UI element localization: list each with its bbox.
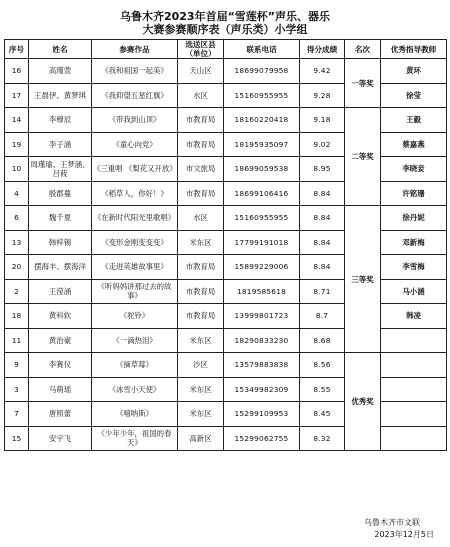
cell-work: 《走进英雄故事里》 xyxy=(92,255,178,280)
col-header-rank: 名次 xyxy=(345,40,381,59)
award-rank-cell: 二等奖 xyxy=(345,108,381,206)
cell-unit: 市教育局 xyxy=(178,181,224,206)
cell-teacher: 李雪梅 xyxy=(381,255,447,280)
cell-name: 李穆辰 xyxy=(29,108,92,133)
cell-work: 《驼铃》 xyxy=(92,304,178,329)
cell-work: 《摘草莓》 xyxy=(92,353,178,378)
table-row xyxy=(5,304,447,329)
table-body xyxy=(5,59,447,451)
cell-score: 8.7 xyxy=(300,304,345,329)
cell-unit: 市教育局 xyxy=(178,132,224,157)
cell-work: 《在新时代阳光里歌唱》 xyxy=(92,206,178,231)
cell-unit: 天山区 xyxy=(178,59,224,84)
cell-teacher xyxy=(381,328,447,353)
cell-unit: 市教育局 xyxy=(178,304,224,329)
cell-score: 8.55 xyxy=(300,377,345,402)
footer-org: 乌鲁木齐市文联 xyxy=(364,518,420,527)
table-row xyxy=(5,108,447,133)
table-row xyxy=(5,426,447,451)
cell-name: 黄科软 xyxy=(29,304,92,329)
cell-teacher: 许铭珊 xyxy=(381,181,447,206)
table-row xyxy=(5,230,447,255)
cell-no: 2 xyxy=(5,279,29,304)
cell-teacher: 邓新梅 xyxy=(381,230,447,255)
cell-teacher xyxy=(381,426,447,451)
cell-name: 安宇飞 xyxy=(29,426,92,451)
table-row xyxy=(5,255,447,280)
cell-no: 18 xyxy=(5,304,29,329)
cell-teacher: 徐莹 xyxy=(381,83,447,108)
cell-phone: 18290833230 xyxy=(224,328,300,353)
cell-score: 8.84 xyxy=(300,181,345,206)
cell-no: 7 xyxy=(5,402,29,427)
cell-teacher: 徐丹妮 xyxy=(381,206,447,231)
cell-phone: 18195935097 xyxy=(224,132,300,157)
award-rank-cell: 一等奖 xyxy=(345,59,381,108)
cell-teacher: 韩凌 xyxy=(381,304,447,329)
results-table xyxy=(4,39,447,451)
cell-name: 高瑾萱 xyxy=(29,59,92,84)
table-row xyxy=(5,402,447,427)
cell-phone: 13579883838 xyxy=(224,353,300,378)
cell-no: 20 xyxy=(5,255,29,280)
cell-phone: 15160955955 xyxy=(224,83,300,108)
cell-name: 殷郡蔓 xyxy=(29,181,92,206)
cell-phone: 15299062755 xyxy=(224,426,300,451)
cell-phone: 18699106416 xyxy=(224,181,300,206)
cell-phone: 15160955955 xyxy=(224,206,300,231)
cell-teacher: 李晓妾 xyxy=(381,157,447,182)
cell-score: 8.56 xyxy=(300,353,345,378)
cell-name: 魏千夏 xyxy=(29,206,92,231)
cell-teacher xyxy=(381,377,447,402)
cell-no: 15 xyxy=(5,426,29,451)
cell-score: 8.84 xyxy=(300,230,345,255)
cell-work: 《少年少年，祖国的春天》 xyxy=(92,426,178,451)
cell-score: 8.32 xyxy=(300,426,345,451)
cell-score: 8.45 xyxy=(300,402,345,427)
cell-unit: 米东区 xyxy=(178,402,224,427)
footer-date: 2023年12月5日 xyxy=(374,530,434,539)
award-rank-cell: 三等奖 xyxy=(345,206,381,353)
cell-name: 李子涵 xyxy=(29,132,92,157)
cell-unit: 水区 xyxy=(178,206,224,231)
cell-teacher: 王毅 xyxy=(381,108,447,133)
cell-work: 《一滴热泪》 xyxy=(92,328,178,353)
document-title-line2: 大赛参赛顺序表（声乐类）小学组 xyxy=(142,23,308,36)
cell-score: 8.68 xyxy=(300,328,345,353)
table-row xyxy=(5,377,447,402)
cell-no: 19 xyxy=(5,132,29,157)
cell-work: 《听妈妈讲那过去的故事》 xyxy=(92,279,178,304)
table-row xyxy=(5,353,447,378)
cell-name: 王滢涵 xyxy=(29,279,92,304)
cell-teacher: 蔡嘉燕 xyxy=(381,132,447,157)
cell-teacher: 马小涵 xyxy=(381,279,447,304)
table-row xyxy=(5,157,447,182)
cell-phone: 1819585618 xyxy=(224,279,300,304)
table-row xyxy=(5,132,447,157)
cell-no: 4 xyxy=(5,181,29,206)
cell-teacher xyxy=(381,402,447,427)
cell-name: 韩梓锡 xyxy=(29,230,92,255)
cell-work: 《变形金刚变变变》 xyxy=(92,230,178,255)
cell-phone: 18699079958 xyxy=(224,59,300,84)
cell-name: 唐照蕾 xyxy=(29,402,92,427)
col-header-teacher: 优秀指导教师 xyxy=(381,40,447,59)
cell-phone: 15899229006 xyxy=(224,255,300,280)
cell-score: 8.84 xyxy=(300,206,345,231)
cell-no: 6 xyxy=(5,206,29,231)
table-row xyxy=(5,181,447,206)
cell-work: 《童心向党》 xyxy=(92,132,178,157)
cell-teacher xyxy=(381,353,447,378)
cell-name: 周瑾瑜、王梦涵、吕莜 xyxy=(29,157,92,182)
cell-score: 9.02 xyxy=(300,132,345,157)
cell-phone: 18699059538 xyxy=(224,157,300,182)
cell-phone: 17799191018 xyxy=(224,230,300,255)
cell-unit: 沙区 xyxy=(178,353,224,378)
cell-unit: 水区 xyxy=(178,83,224,108)
cell-no: 13 xyxy=(5,230,29,255)
cell-unit: 米东区 xyxy=(178,328,224,353)
cell-name: 马萌瑶 xyxy=(29,377,92,402)
table-row xyxy=(5,83,447,108)
document-title-line1: 乌鲁木齐2023年首届“雪莲杯”声乐、器乐 xyxy=(119,10,331,23)
award-rank-cell: 优秀奖 xyxy=(345,353,381,451)
cell-work: 《带我到山顶》 xyxy=(92,108,178,133)
cell-unit: 市教育局 xyxy=(178,108,224,133)
cell-unit: 市教育局 xyxy=(178,279,224,304)
cell-work: 《稻草人，你好！》 xyxy=(92,181,178,206)
cell-no: 14 xyxy=(5,108,29,133)
cell-work: 《冰雪小天使》 xyxy=(92,377,178,402)
cell-no: 11 xyxy=(5,328,29,353)
cell-no: 9 xyxy=(5,353,29,378)
col-header-unit: 选送区县（单位） xyxy=(178,40,224,59)
col-header-work: 参赛作品 xyxy=(92,40,178,59)
table-row xyxy=(5,279,447,304)
cell-unit: 市教育局 xyxy=(178,255,224,280)
cell-work: 《嘻呐斯》 xyxy=(92,402,178,427)
table-row xyxy=(5,59,447,84)
cell-no: 3 xyxy=(5,377,29,402)
col-header-phone: 联系电话 xyxy=(224,40,300,59)
cell-name: 王晨伊、黄梦琪 xyxy=(29,83,92,108)
cell-no: 10 xyxy=(5,157,29,182)
cell-teacher: 黄环 xyxy=(381,59,447,84)
cell-score: 8.84 xyxy=(300,255,345,280)
cell-score: 9.28 xyxy=(300,83,345,108)
cell-score: 8.95 xyxy=(300,157,345,182)
cell-name: 摆海丰、摆海洋 xyxy=(29,255,92,280)
cell-phone: 13999801723 xyxy=(224,304,300,329)
cell-phone: 18160220418 xyxy=(224,108,300,133)
cell-unit: 米东区 xyxy=(178,377,224,402)
cell-score: 9.42 xyxy=(300,59,345,84)
cell-unit: 市文旅局 xyxy=(178,157,224,182)
col-header-no: 序号 xyxy=(5,40,29,59)
cell-name: 黄治豪 xyxy=(29,328,92,353)
cell-work: 《三重唱 《梨花又开放》 xyxy=(92,157,178,182)
table-row xyxy=(5,328,447,353)
cell-score: 8.71 xyxy=(300,279,345,304)
table-row xyxy=(5,206,447,231)
table-header-row xyxy=(5,40,447,59)
cell-phone: 15299109953 xyxy=(224,402,300,427)
cell-name: 李赛仪 xyxy=(29,353,92,378)
cell-score: 9.18 xyxy=(300,108,345,133)
cell-work: 《我仰望五星红旗》 xyxy=(92,83,178,108)
cell-no: 17 xyxy=(5,83,29,108)
cell-work: 《我和祖国一起美》 xyxy=(92,59,178,84)
col-header-score: 得分成绩 xyxy=(300,40,345,59)
cell-unit: 高新区 xyxy=(178,426,224,451)
cell-phone: 15349982309 xyxy=(224,377,300,402)
cell-no: 16 xyxy=(5,59,29,84)
col-header-name: 姓名 xyxy=(29,40,92,59)
cell-unit: 米东区 xyxy=(178,230,224,255)
